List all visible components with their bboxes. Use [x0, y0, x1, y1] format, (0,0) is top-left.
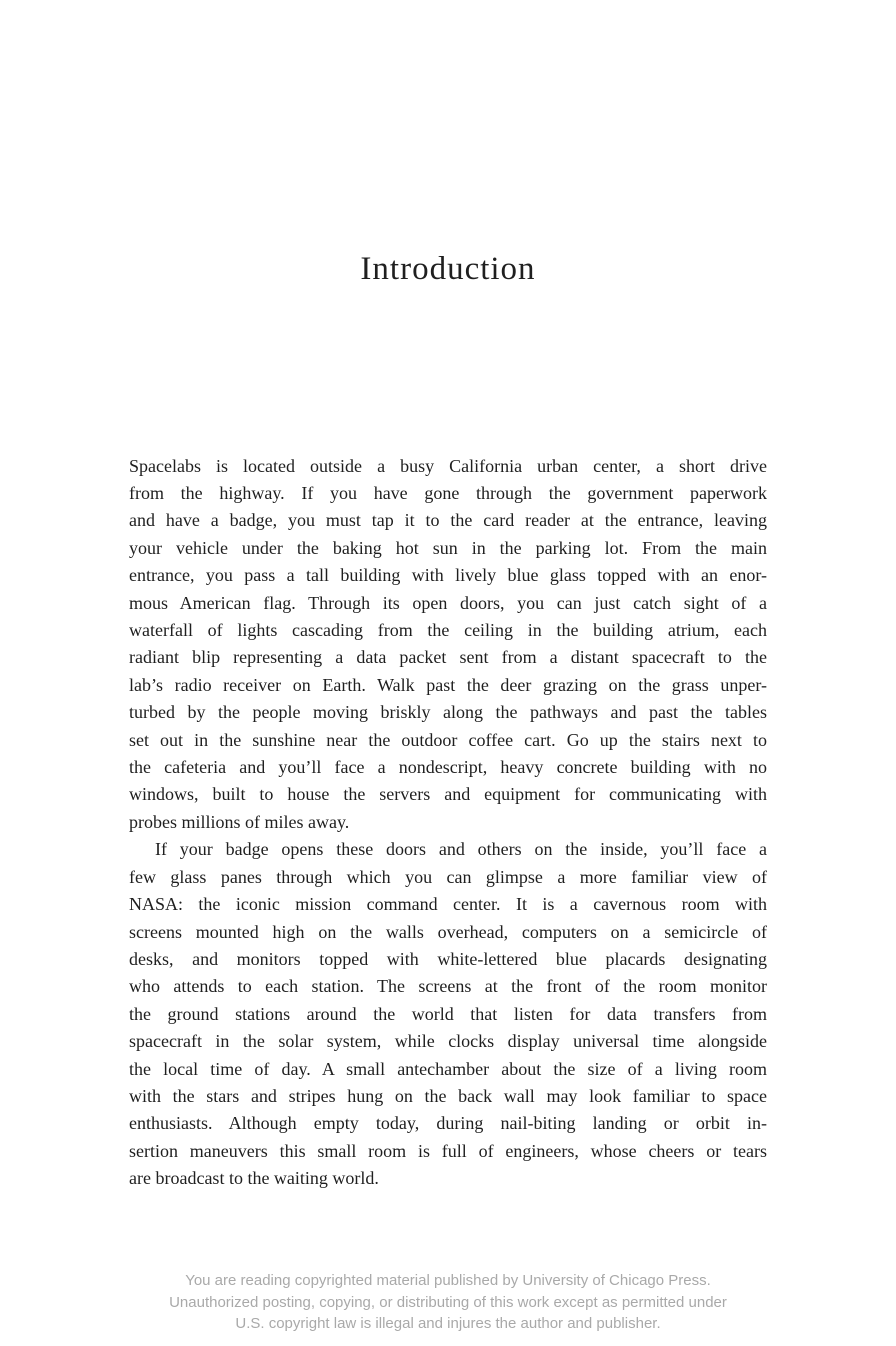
text-line: screens mounted high on the walls overhead, computers on a semicircle of: [129, 921, 767, 942]
text-line: mous American flag. Through its open doors, you can just catch sight of a: [129, 592, 767, 613]
paragraph: [129, 836, 767, 1192]
text-line: radiant blip representing a data packet sent from a distant spacecraft to the: [129, 647, 767, 668]
copyright-line: U.S. copyright law is illegal and injures the author and publisher.: [235, 1315, 661, 1332]
text-line: NASA: the iconic mission command center. It is a cavernous room with: [129, 894, 767, 915]
text-line: the cafeteria and you’ll face a nondescript, heavy concrete building with no: [129, 757, 767, 778]
text-line: turbed by the people moving briskly along the pathways and past the tables: [129, 702, 767, 723]
text-line: set out in the sunshine near the outdoor coffee cart. Go up the stairs next to: [129, 729, 767, 750]
text-line: waterfall of lights cascading from the ceiling in the building atrium, each: [129, 620, 767, 641]
text-line: the ground stations around the world that listen for data transfers from: [129, 1003, 767, 1024]
text-line: your vehicle under the baking hot sun in the parking lot. From the main: [129, 537, 767, 558]
text-line: windows, built to house the servers and equipment for communicating with: [129, 784, 767, 805]
text-line: from the highway. If you have gone through the government paperwork: [129, 483, 767, 503]
text-line: are broadcast to the waiting world.: [129, 1168, 379, 1189]
text-line: entrance, you pass a tall building with lively blue glass topped with an enor-: [129, 565, 767, 586]
copyright-line: You are reading copyrighted material published by University of Chicago Press.: [185, 1272, 711, 1289]
text-line: desks, and monitors topped with white-lettered blue placards designating: [129, 948, 767, 969]
text-line: enthusiasts. Although empty today, during nail-biting landing or orbit in-: [129, 1113, 767, 1134]
text-line: probes millions of miles away.: [129, 811, 350, 832]
text-line: and have a badge, you must tap it to the card reader at the entrance, leaving: [129, 510, 767, 531]
text-line: spacecraft in the solar system, while clocks display universal time alongside: [129, 1031, 767, 1052]
text-line: with the stars and stripes hung on the back wall may look familiar to space: [129, 1085, 767, 1106]
body-text: [129, 453, 767, 1193]
text-line: few glass panes through which you can glimpse a more familiar view of: [129, 866, 767, 887]
copyright-notice: [0, 1270, 896, 1335]
text-line: Spacelabs is located outside a busy California urban center, a short drive: [129, 455, 767, 476]
text-line: If your badge opens these doors and others on the inside, you’ll face a: [155, 839, 767, 860]
text-line: lab’s radio receiver on Earth. Walk past the deer grazing on the grass unper-: [129, 674, 767, 695]
text-line: sertion maneuvers this small room is full of engineers, whose cheers or tears: [129, 1140, 767, 1161]
copyright-line: Unauthorized posting, copying, or distributing of this work except as permitted under: [169, 1293, 727, 1311]
text-line: the local time of day. A small antechamber about the size of a living room: [129, 1058, 767, 1079]
page-title: Introduction: [360, 251, 536, 287]
text-line: who attends to each station. The screens at the front of the room monitor: [129, 976, 767, 997]
paragraph: [129, 453, 767, 837]
